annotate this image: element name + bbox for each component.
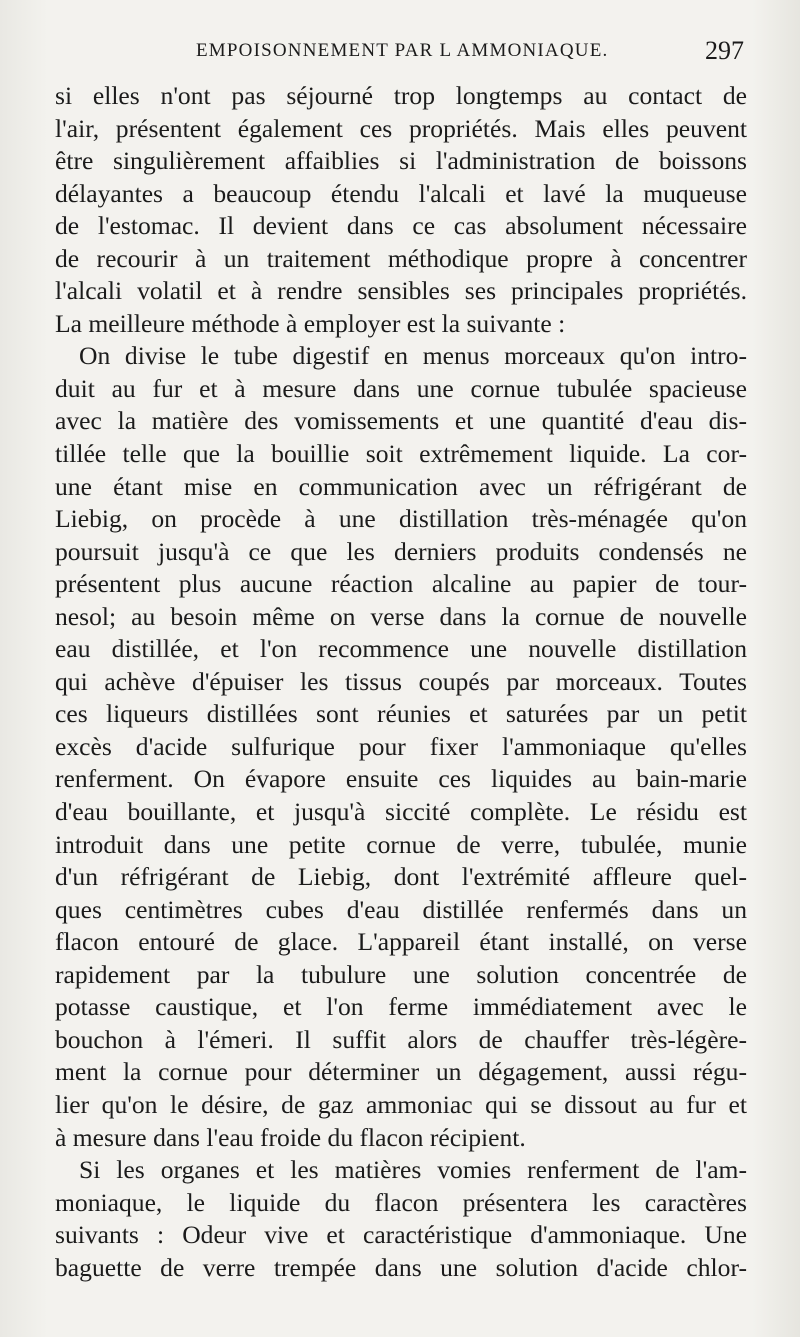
text-line: flacon entouré de glace. L'appareil étant installé, on verse bbox=[55, 927, 747, 957]
text-line: rapidement par la tubulure une solution concentrée de bbox=[55, 959, 747, 989]
text-line: lier qu'on le désire, de gaz ammoniac qui se dissout au fur et bbox=[55, 1089, 747, 1119]
text-line: si elles n'ont pas séjourné trop longtemps au contact de bbox=[55, 81, 747, 110]
text-line: ces liqueurs distillées sont réunies et saturées par un petit bbox=[55, 699, 747, 729]
text-line: une étant mise en communication avec un réfrigérant de bbox=[55, 471, 747, 501]
text-line: eau distillée, et l'on recommence une nouvelle distillation bbox=[55, 634, 747, 664]
text-line: renferment. On évapore ensuite ces liquides au bain-marie bbox=[55, 764, 747, 794]
text-line: avec la matière des vomissements et une quantité d'eau dis- bbox=[55, 406, 747, 436]
text-line: ment la cornue pour déterminer un dégagement, aussi régu- bbox=[55, 1057, 747, 1087]
text-line: poursuit jusqu'à ce que les derniers produits condensés ne bbox=[55, 536, 747, 566]
text-line: présentent plus aucune réaction alcaline au papier de tour- bbox=[55, 569, 747, 599]
text-line: introduit dans une petite cornue de verre, tubulée, munie bbox=[55, 829, 747, 859]
text-line: Si les organes et les matières vomies renferment de l'am- bbox=[79, 1155, 747, 1185]
text-line: potasse caustique, et l'on ferme immédiatement avec le bbox=[55, 992, 747, 1022]
text-line: délayantes a beaucoup étendu l'alcali et lavé la muqueuse bbox=[55, 178, 747, 208]
text-line: être singulièrement affaiblies si l'administration de boissons bbox=[55, 146, 747, 176]
text-line: Liebig, on procède à une distillation très-ménagée qu'on bbox=[55, 504, 747, 534]
text-line: ques centimètres cubes d'eau distillée renfermés dans un bbox=[55, 894, 747, 924]
page-header bbox=[196, 36, 744, 72]
text-line: excès d'acide sulfurique pour fixer l'ammoniaque qu'elles bbox=[55, 731, 747, 761]
text-line: moniaque, le liquide du flacon présentera les caractères bbox=[55, 1187, 747, 1217]
text-line: l'alcali volatil et à rendre sensibles ses principales propriétés. bbox=[55, 276, 747, 306]
text-line: tillée telle que la bouillie soit extrêmement liquide. La cor- bbox=[55, 439, 747, 469]
text-line: duit au fur et à mesure dans une cornue tubulée spacieuse bbox=[55, 373, 747, 403]
text-line: suivants : Odeur vive et caractéristique d'ammoniaque. Une bbox=[55, 1220, 747, 1250]
text-line: La meilleure méthode à employer est la suivante : bbox=[55, 308, 566, 338]
text-line: d'un réfrigérant de Liebig, dont l'extrémité affleure quel- bbox=[55, 862, 747, 892]
text-line: l'air, présentent également ces propriétés. Mais elles peuvent bbox=[55, 113, 747, 143]
body-text bbox=[55, 80, 747, 1284]
text-line: de recourir à un traitement méthodique propre à concentrer bbox=[55, 243, 747, 273]
text-line: nesol; au besoin même on verse dans la cornue de nouvelle bbox=[55, 601, 747, 631]
text-line: On divise le tube digestif en menus morceaux qu'on intro- bbox=[79, 341, 747, 371]
text-line: à mesure dans l'eau froide du flacon récipient. bbox=[55, 1122, 526, 1152]
running-head: EMPOISONNEMENT PAR L AMMONIAQUE. bbox=[196, 40, 609, 61]
text-line: de l'estomac. Il devient dans ce cas absolument nécessaire bbox=[55, 211, 747, 241]
text-line: d'eau bouillante, et jusqu'à siccité complète. Le résidu est bbox=[55, 797, 747, 827]
text-line: baguette de verre trempée dans une solution d'acide chlor- bbox=[55, 1252, 747, 1282]
page-number: 297 bbox=[705, 36, 744, 65]
text-line: bouchon à l'émeri. Il suffit alors de chauffer très-légère- bbox=[55, 1024, 747, 1054]
text-line: qui achève d'épuiser les tissus coupés par morceaux. Toutes bbox=[55, 666, 747, 696]
